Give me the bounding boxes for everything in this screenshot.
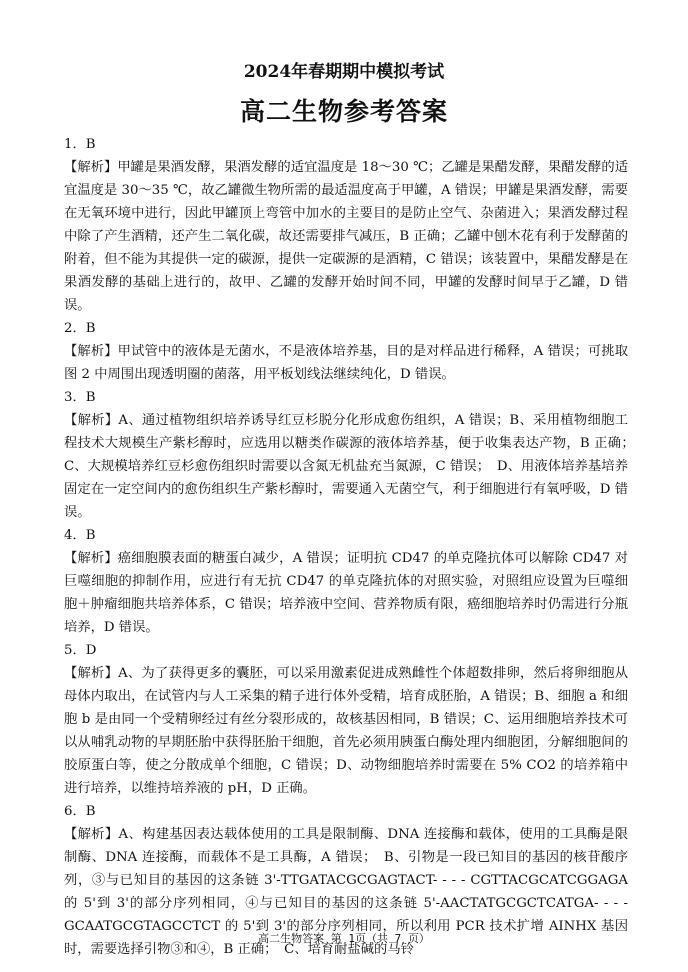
question-analysis-5: 【解析】A、为了获得更多的囊胚，可以采用激素促进成熟雌性个体超数排卵，然后将卵细胞从母体内取出，在试管内与人工采集的精子进行体外受精，培育成胚胎，A 错误；B、细胞 a 和细胞 b 是由同一个受精卵经过有丝分裂形成的，故核基因相同，B 错误；C、运用细胞培养技术可以从哺乳动物的早期胚胎中获得胚胎干细胞，首先必须用胰蛋白酶处理内细胞团，分解细胞间的胶原蛋白等，使之分散成单个细胞，C 错误；D、动物细胞培养时需要在 5% CO2 的培养箱中进行培养，以维持培养液的 pH，D 正确。 xyxy=(64,666,628,796)
question-number-4: 4．B xyxy=(64,528,96,543)
question-analysis-3: 【解析】A、通过植物组织培养诱导红豆杉脱分化形成愈伤组织，A 错误；B、采用植物细胞工程技术大规模生产紫杉醇时，应选用以糖类作碳源的液体培养基，便于收集表达产物，B 正确； C、大规模培养红豆杉愈伤组织时需要以含氮无机盐充当氮源，C 错误； D、用液体培养基培养固定在一定空间内的愈伤组织生产紫杉醇时，需要通入无菌空气，利于细胞进行有氧呼吸，D 错误。 xyxy=(64,413,642,520)
question-number-3: 3．B xyxy=(64,390,96,405)
question-analysis-4: 【解析】癌细胞膜表面的糖蛋白减少，A 错误；证明抗 CD47 的单克隆抗体可以解除 CD47 对巨噬细胞的抑制作用，应进行有无抗 CD47 的单克隆抗体的对照实验，对照组应设置为巨噬细胞＋肿瘤细胞共培养体系，C 错误；培养液中空间、营养物质有限，癌细胞培养时仍需进行分瓶培养，D 错误。 xyxy=(64,551,628,635)
answer-content xyxy=(64,133,642,961)
question-analysis-2: 【解析】甲试管中的液体是无菌水，不是液体培养基，目的是对样品进行稀释，A 错误；可挑取图 2 中周围出现透明圈的菌落，用平板划线法继续纯化，D 错误。 xyxy=(64,344,628,382)
question-number-6: 6．B xyxy=(64,804,96,819)
question-analysis-1: 【解析】甲罐是果酒发酵，果酒发酵的适宜温度是 18～30 ℃；乙罐是果醋发酵，果醋发酵的适宜温度是 30～35 ℃，故乙罐微生物所需的最适温度高于甲罐，A 错误；甲罐是果酒发酵，需要在无氧环境中进行，因此甲罐顶上弯管中加水的主要目的是防止空气、杂菌进入；果酒发酵过程中除了产生酒精，还产生二氧化碳，故还需要排气减压，B 正确；乙罐中刨木花有利于发酵菌的附着，但不能为其提供一定的碳源，提供一定碳源的是酒精，C 错误；该装置中，果醋发酵是在果酒发酵的基础上进行的，故甲、乙罐的发酵开始时间不同，甲罐的发酵时间早于乙罐，D 错误。 xyxy=(64,160,628,313)
question-number-2: 2．B xyxy=(64,321,96,336)
exam-title: 2024年春期期中模拟考试 xyxy=(243,62,445,82)
page-footer: 高二生物答案 第 1页（共 7 页） xyxy=(258,932,430,945)
document-title: 高二生物参考答案 xyxy=(239,97,448,126)
question-analysis-6: 【解析】A、构建基因表达载体使用的工具是限制酶、DNA 连接酶和载体，使用的工具酶是限制酶、DNA 连接酶，而载体不是工具酶，A 错误； B、引物是一段已知目的基因的核苷酸序列，③与已知目的基因的这条链 3'-TTGATACGCGAGTACT- - - - CGTTACGCATCGGAGA 的 5'到 3'的部分序列相同，④与已知目的基因的这条链 5'-AACTATGCGCTCATGA- - - - GCAATGCGTAGCCTCT 的 5'到 3'的部分序列相同，所以利用 PCR 技术扩增 AINHX 基因时，需要选择引物③和④，B 正确； C、培育耐盐碱的马铃 xyxy=(64,827,628,957)
question-number-1: 1．B xyxy=(64,137,96,152)
question-number-5: 5．D xyxy=(64,643,97,658)
